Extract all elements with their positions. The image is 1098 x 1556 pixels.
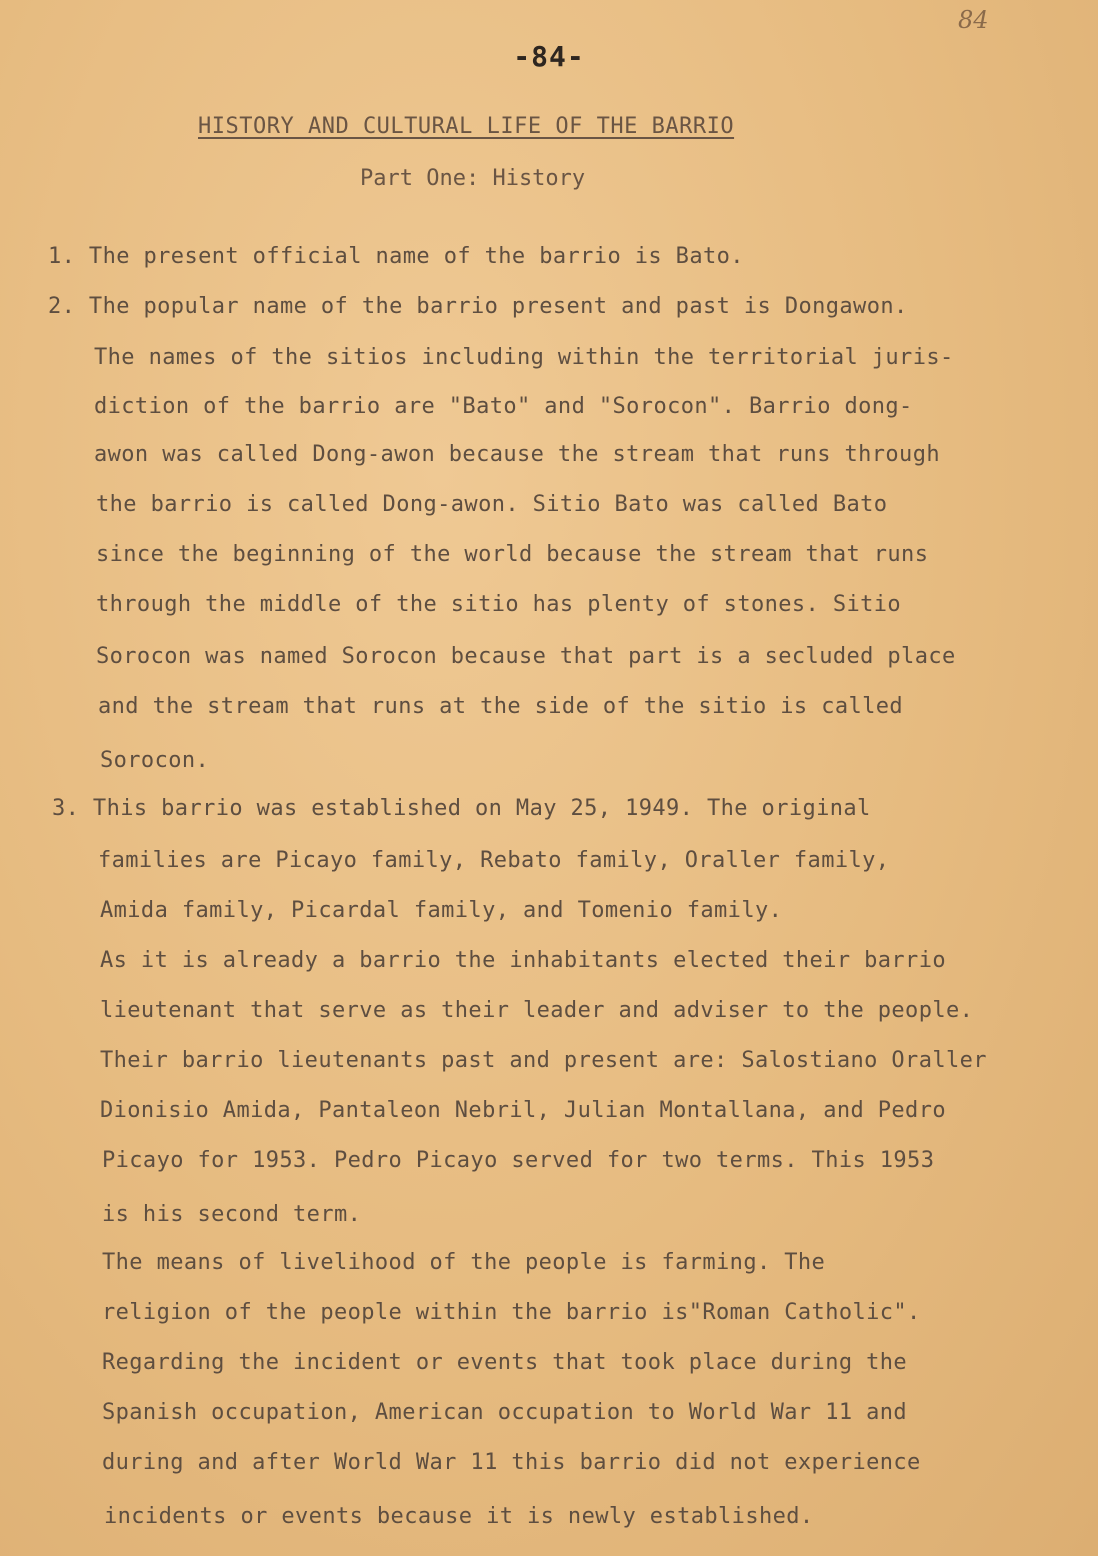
text-line: incidents or events because it is newly established. [104, 1504, 814, 1529]
text-line: during and after World War 11 this barrio did not experience [102, 1450, 921, 1475]
text-line: diction of the barrio are "Bato" and "Sorocon". Barrio dong- [94, 394, 913, 419]
page-number: -84- [513, 40, 585, 73]
text-line: 2. The popular name of the barrio present and past is Dongawon. [48, 294, 908, 319]
text-line: The means of livelihood of the people is farming. The [102, 1250, 826, 1275]
text-line: Amida family, Picardal family, and Tomenio family. [100, 898, 783, 923]
text-line: families are Picayo family, Rebato family, Oraller family, [98, 848, 890, 873]
text-line: Sorocon was named Sorocon because that part is a secluded place [96, 644, 956, 669]
section-subtitle: Part One: History [360, 166, 586, 191]
text-line: Picayo for 1953. Pedro Picayo served for two terms. This 1953 [102, 1148, 935, 1173]
text-line: Sorocon. [100, 748, 210, 773]
text-line: 3. This barrio was established on May 25, 1949. The original [52, 796, 871, 821]
text-line: Their barrio lieutenants past and present are: Salostiano Oraller [100, 1048, 987, 1073]
text-line: the barrio is called Dong-awon. Sitio Bato was called Bato [96, 492, 888, 517]
text-line: awon was called Dong-awon because the stream that runs through [94, 442, 940, 467]
text-line: through the middle of the sitio has plenty of stones. Sitio [96, 592, 902, 617]
text-line: Spanish occupation, American occupation to World War 11 and [102, 1400, 908, 1425]
text-line: religion of the people within the barrio is"Roman Catholic". [102, 1300, 921, 1325]
corner-page-note: 84 [958, 6, 989, 34]
text-line: is his second term. [102, 1202, 362, 1227]
text-line: Dionisio Amida, Pantaleon Nebril, Julian Montallana, and Pedro [100, 1098, 946, 1123]
text-line: 1. The present official name of the barrio is Bato. [48, 244, 744, 269]
text-line: and the stream that runs at the side of the sitio is called [98, 694, 904, 719]
document-title: HISTORY AND CULTURAL LIFE OF THE BARRIO [198, 114, 735, 139]
text-line: As it is already a barrio the inhabitants elected their barrio [100, 948, 946, 973]
text-line: The names of the sitios including within the territorial juris- [94, 345, 954, 370]
text-line: since the beginning of the world because the stream that runs [96, 542, 929, 567]
text-line: lieutenant that serve as their leader and adviser to the people. [100, 998, 974, 1023]
text-line: Regarding the incident or events that took place during the [102, 1350, 908, 1375]
